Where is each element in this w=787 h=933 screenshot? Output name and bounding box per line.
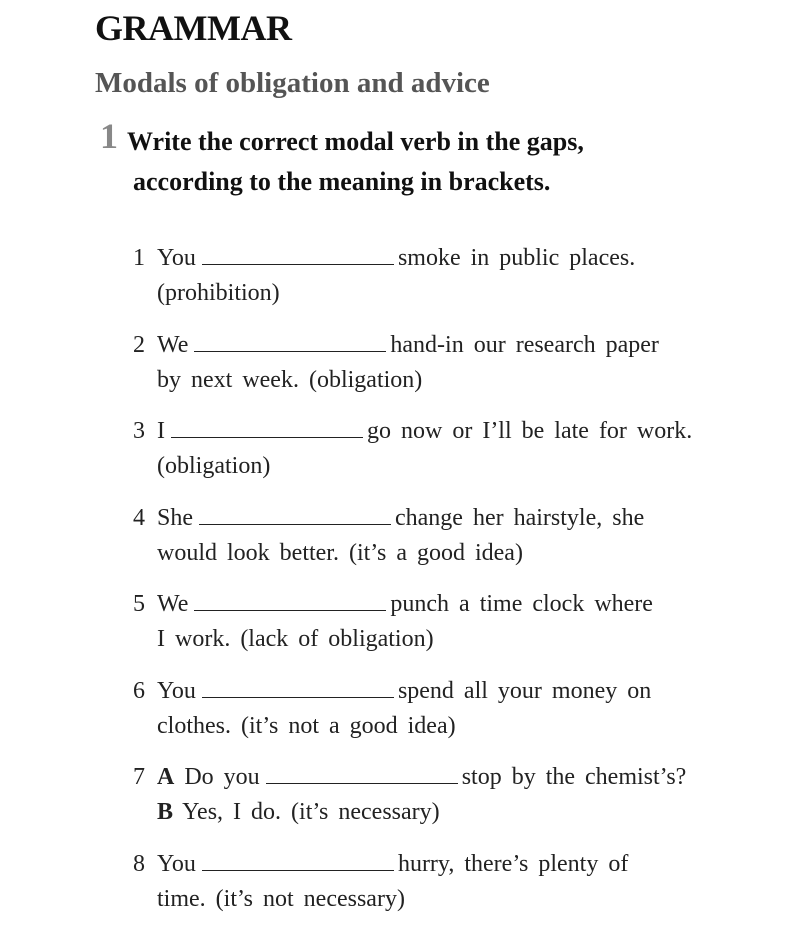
answer-gap[interactable] bbox=[266, 763, 458, 784]
text-before-gap: We bbox=[157, 332, 188, 358]
item-body bbox=[157, 414, 747, 484]
item-line-1 bbox=[157, 760, 747, 795]
speaker-b-reply: Yes, I do. (it’s necessary) bbox=[182, 799, 440, 825]
item-line-2: time. (it’s not necessary) bbox=[157, 882, 747, 917]
item-line-1 bbox=[157, 847, 747, 882]
item-line-1 bbox=[157, 674, 747, 709]
item-line-2: by next week. (obligation) bbox=[157, 363, 747, 398]
text-before-gap: Do you bbox=[184, 764, 259, 790]
item-number: 2 bbox=[133, 328, 153, 363]
item-number: 3 bbox=[133, 414, 153, 449]
answer-gap[interactable] bbox=[194, 590, 386, 611]
exercise-items bbox=[133, 241, 753, 933]
item-number: 1 bbox=[133, 241, 153, 276]
text-before-gap: She bbox=[157, 505, 193, 531]
instruction-line-1: Write the correct modal verb in the gaps, bbox=[127, 127, 584, 156]
answer-gap[interactable] bbox=[202, 850, 394, 871]
section-title: Modals of obligation and advice bbox=[95, 64, 490, 102]
item-body bbox=[157, 501, 747, 571]
item-number: 7 bbox=[133, 760, 153, 795]
item-line-2 bbox=[157, 795, 747, 830]
item-number: 5 bbox=[133, 587, 153, 622]
item-number: 6 bbox=[133, 674, 153, 709]
speaker-b-label: B bbox=[157, 799, 173, 825]
answer-gap[interactable] bbox=[194, 331, 386, 352]
item-body bbox=[157, 674, 747, 744]
exercise-item bbox=[133, 328, 753, 415]
exercise-item bbox=[133, 760, 753, 847]
text-before-gap: I bbox=[157, 418, 165, 444]
answer-gap[interactable] bbox=[171, 417, 363, 438]
item-body bbox=[157, 847, 747, 917]
exercise-item bbox=[133, 414, 753, 501]
item-line-1 bbox=[157, 501, 747, 536]
text-before-gap: You bbox=[157, 678, 196, 704]
text-after-gap: stop by the chemist’s? bbox=[462, 764, 687, 790]
instruction-text bbox=[127, 122, 727, 202]
item-number: 4 bbox=[133, 501, 153, 536]
answer-gap[interactable] bbox=[202, 244, 394, 265]
exercise-item bbox=[133, 587, 753, 674]
item-body bbox=[157, 328, 747, 398]
item-number: 8 bbox=[133, 847, 153, 882]
text-after-gap: punch a time clock where bbox=[390, 591, 653, 617]
text-after-gap: spend all your money on bbox=[398, 678, 651, 704]
text-after-gap: go now or I’ll be late for work. bbox=[367, 418, 692, 444]
item-line-1 bbox=[157, 414, 747, 449]
text-after-gap: hand-in our research paper bbox=[390, 332, 659, 358]
item-line-2: clothes. (it’s not a good idea) bbox=[157, 709, 747, 744]
exercise-item bbox=[133, 501, 753, 588]
exercise-item bbox=[133, 674, 753, 761]
text-before-gap: We bbox=[157, 591, 188, 617]
instruction-line-2: according to the meaning in brackets. bbox=[127, 162, 727, 202]
text-before-gap: You bbox=[157, 245, 196, 271]
exercise-item bbox=[133, 241, 753, 328]
text-before-gap: You bbox=[157, 851, 196, 877]
speaker-a-label: A bbox=[157, 764, 174, 790]
item-body bbox=[157, 241, 747, 311]
item-line-1 bbox=[157, 328, 747, 363]
exercise-item bbox=[133, 847, 753, 933]
page-title: GRAMMAR bbox=[95, 6, 291, 50]
item-line-1 bbox=[157, 241, 747, 276]
item-line-2: I work. (lack of obligation) bbox=[157, 622, 747, 657]
item-line-2: (prohibition) bbox=[157, 276, 747, 311]
text-after-gap: hurry, there’s plenty of bbox=[398, 851, 628, 877]
answer-gap[interactable] bbox=[202, 677, 394, 698]
exercise-number: 1 bbox=[100, 116, 118, 156]
text-after-gap: smoke in public places. bbox=[398, 245, 635, 271]
text-after-gap: change her hairstyle, she bbox=[395, 505, 644, 531]
item-body bbox=[157, 760, 747, 830]
answer-gap[interactable] bbox=[199, 504, 391, 525]
item-body bbox=[157, 587, 747, 657]
item-line-2: would look better. (it’s a good idea) bbox=[157, 536, 747, 571]
item-line-1 bbox=[157, 587, 747, 622]
item-line-2: (obligation) bbox=[157, 449, 747, 484]
